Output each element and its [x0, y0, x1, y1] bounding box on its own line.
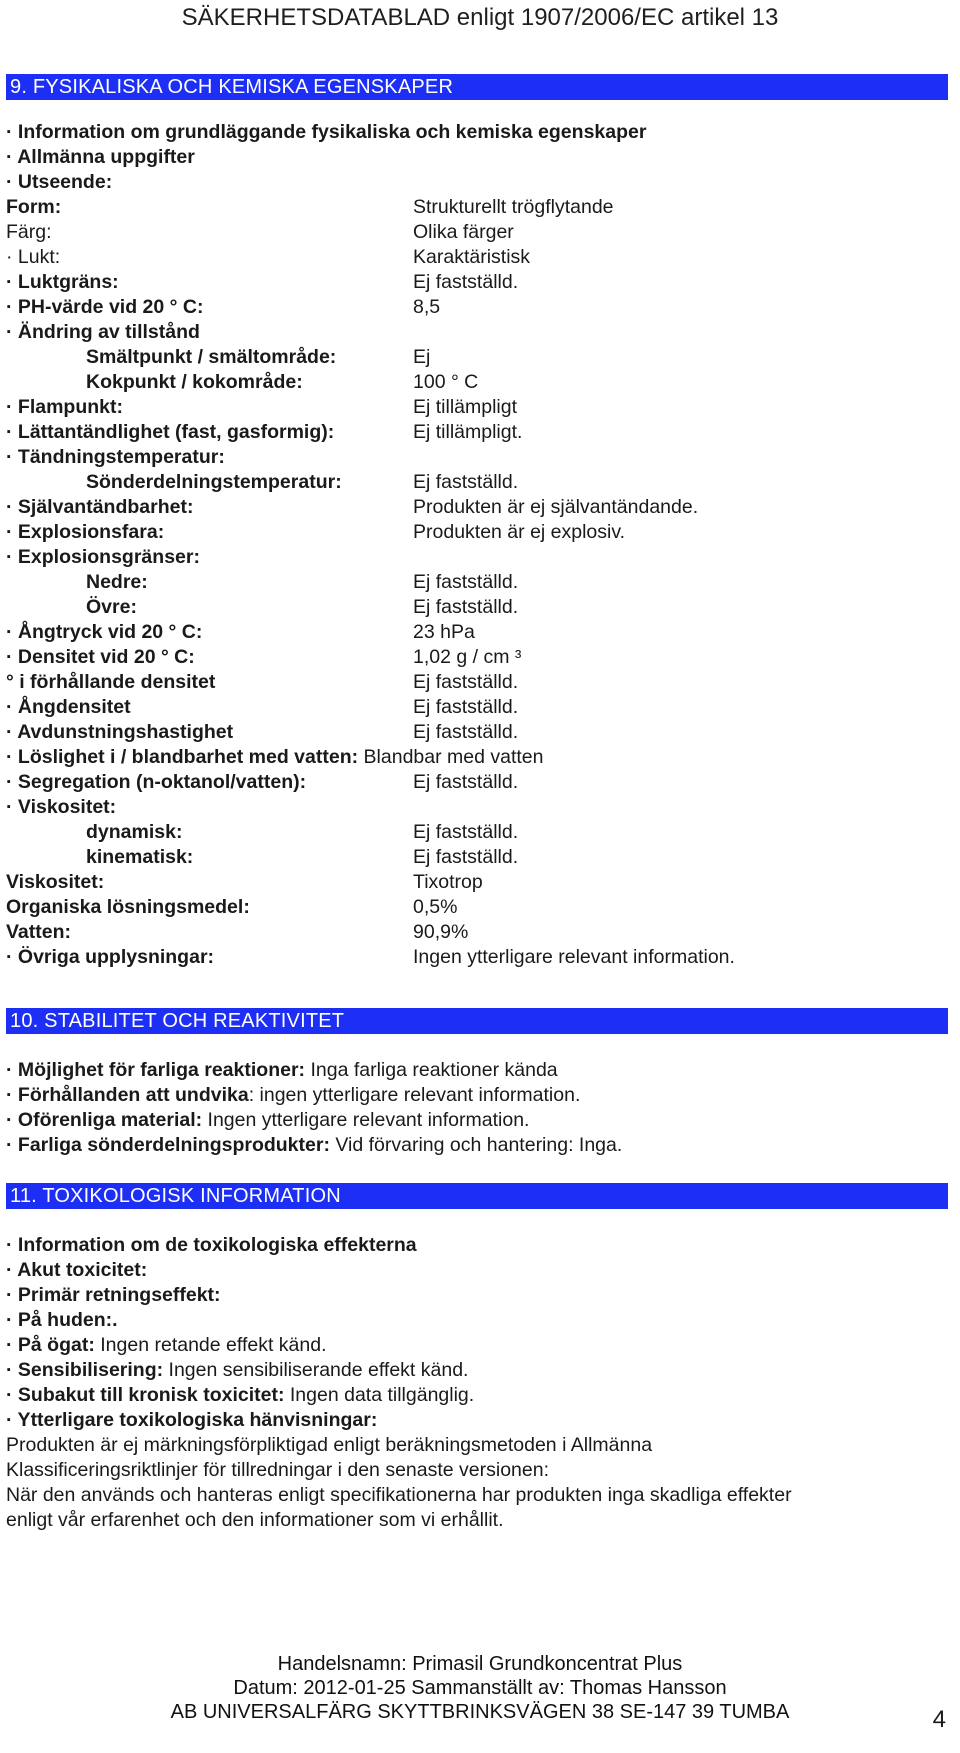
property-value: Ingen ytterligare relevant information.: [207, 1109, 530, 1131]
property-label: Vatten:: [6, 921, 72, 943]
section-10-header: 10. STABILITET OCH REAKTIVITET: [6, 1008, 948, 1034]
property-label: · Ångdensitet: [6, 696, 131, 718]
property-label: · Tändningstemperatur:: [6, 446, 225, 468]
property-row: [6, 495, 946, 520]
property-value: Ej fastställd.: [413, 471, 519, 493]
property-value: Ej fastställd.: [413, 571, 519, 593]
property-value: Ej fastställd.: [413, 671, 519, 693]
property-row: [6, 895, 946, 920]
property-label: · Explosionsgränser:: [6, 546, 200, 568]
property-value: Inga farliga reaktioner kända: [310, 1059, 558, 1081]
property-row: [6, 1258, 946, 1283]
property-row: [6, 670, 946, 695]
paragraph-line: enligt vår erfarenhet och den informationer som vi erhållit.: [6, 1509, 504, 1531]
property-label: · Viskositet:: [6, 796, 117, 818]
property-value: Olika färger: [413, 221, 514, 243]
property-row: [6, 345, 946, 370]
property-value: Produkten är ej självantändande.: [413, 496, 699, 518]
property-value: Vid förvaring och hantering: Inga.: [335, 1134, 623, 1156]
property-row: [6, 195, 946, 220]
property-row: [6, 1133, 946, 1158]
property-label: Viskositet:: [6, 871, 105, 893]
property-label: · Utseende:: [6, 171, 113, 193]
property-label: · Subakut till kronisk toxicitet:: [6, 1384, 285, 1406]
property-label: · Självantändbarhet:: [6, 496, 194, 518]
property-row: [6, 120, 946, 145]
footer: [0, 1652, 960, 1724]
property-label: Sönderdelningstemperatur:: [86, 471, 342, 493]
property-label: · Flampunkt:: [6, 396, 123, 418]
property-row: [6, 645, 946, 670]
section-9-body: [6, 120, 946, 970]
property-label: · På huden:.: [6, 1309, 118, 1331]
property-row: [6, 420, 946, 445]
section-10-body: [6, 1058, 946, 1158]
page-title: SÄKERHETSDATABLAD enligt 1907/2006/EC artikel 13: [181, 4, 779, 31]
property-label: Organiska lösningsmedel:: [6, 896, 250, 918]
property-value: Tixotrop: [413, 871, 483, 893]
property-label: · Möjlighet för farliga reaktioner:: [6, 1059, 306, 1081]
property-row: [6, 295, 946, 320]
property-row: [6, 470, 946, 495]
property-label: · Information om grundläggande fysikaliska och kemiska egenskaper: [6, 121, 647, 143]
property-row: [6, 770, 946, 795]
property-row: [6, 270, 946, 295]
property-label: · Löslighet i / blandbarhet med vatten:: [6, 746, 359, 768]
property-value: 8,5: [413, 296, 441, 318]
property-label: · Information om de toxikologiska effekterna: [6, 1234, 417, 1256]
property-label: · Ångtryck vid 20 ° C:: [6, 621, 203, 643]
property-label: · Segregation (n-oktanol/vatten):: [6, 771, 307, 793]
section-11-header: 11. TOXIKOLOGISK INFORMATION: [6, 1183, 948, 1209]
property-label: · Primär retningseffekt:: [6, 1284, 221, 1306]
property-label: · Akut toxicitet:: [6, 1259, 148, 1281]
property-label: · Sensibilisering:: [6, 1359, 164, 1381]
property-row: [6, 1058, 946, 1083]
property-row: [6, 595, 946, 620]
property-row: [6, 320, 946, 345]
property-value: Strukturellt trögflytande: [413, 196, 614, 218]
property-value: Ej fastställd.: [413, 271, 519, 293]
paragraph-line: Produkten är ej märkningsförpliktigad enligt beräkningsmetoden i Allmänna: [6, 1434, 653, 1456]
property-label: kinematisk:: [86, 846, 194, 868]
property-value: Ej fastställd.: [413, 696, 519, 718]
property-row: [6, 795, 946, 820]
property-label: · Luktgräns:: [6, 271, 119, 293]
property-row: [6, 395, 946, 420]
property-row: [6, 145, 946, 170]
property-value: Ej fastställd.: [413, 821, 519, 843]
property-value: Karaktäristisk: [413, 246, 531, 268]
property-label: Nedre:: [86, 571, 148, 593]
property-row: [6, 1308, 946, 1333]
property-label: · Avdunstningshastighet: [6, 721, 234, 743]
property-label: · PH-värde vid 20 ° C:: [6, 296, 204, 318]
property-value: Ej fastställd.: [413, 721, 519, 743]
property-row: [6, 445, 946, 470]
property-row: [6, 1233, 946, 1258]
property-label: · Farliga sönderdelningsprodukter:: [6, 1134, 330, 1156]
property-row: [6, 945, 946, 970]
footer-company-address: AB UNIVERSALFÄRG SKYTTBRINKSVÄGEN 38 SE-147 39 TUMBA: [170, 1701, 790, 1723]
footer-date-author: Datum: 2012-01-25 Sammanställt av: Thomas Hansson: [233, 1677, 727, 1699]
page-number: 4: [932, 1706, 946, 1733]
property-label: · Ändring av tillstånd: [6, 321, 200, 343]
property-label: Smältpunkt / smältområde:: [86, 346, 337, 368]
property-value: Ej fastställd.: [413, 771, 519, 793]
property-value: Ingen retande effekt känd.: [100, 1334, 327, 1356]
property-row: [6, 720, 946, 745]
property-row: [6, 920, 946, 945]
section-11-body: [6, 1233, 946, 1533]
property-row: [6, 1358, 946, 1383]
property-value: Ingen data tillgänglig.: [289, 1384, 475, 1406]
property-label: · Oförenliga material:: [6, 1109, 203, 1131]
property-value: Ej tillämpligt.: [413, 421, 523, 443]
property-row: [6, 520, 946, 545]
property-row: [6, 1383, 946, 1408]
property-value: Ingen sensibiliserande effekt känd.: [168, 1359, 469, 1381]
property-row: [6, 1333, 946, 1358]
property-value: 23 hPa: [413, 621, 475, 643]
property-value: Ej fastställd.: [413, 846, 519, 868]
property-value: 90,9%: [413, 921, 469, 943]
property-label: · Ytterligare toxikologiska hänvisningar:: [6, 1409, 378, 1431]
property-row: [6, 370, 946, 395]
property-row: [6, 245, 946, 270]
section-9-header: 9. FYSIKALISKA OCH KEMISKA EGENSKAPER: [6, 74, 948, 100]
property-row: [6, 695, 946, 720]
property-label: ° i förhållande densitet: [6, 671, 216, 693]
paragraph-line: När den används och hanteras enligt specifikationerna har produkten inga skadliga effekter: [6, 1484, 792, 1506]
property-row: [6, 1283, 946, 1308]
property-label: Övre:: [86, 596, 137, 618]
property-label: · Förhållanden att undvika: [6, 1084, 249, 1106]
property-label: dynamisk:: [86, 821, 183, 843]
property-row: [6, 745, 946, 770]
property-row: [6, 620, 946, 645]
paragraph-line: Klassificeringsriktlinjer för tillredningar i den senaste versionen:: [6, 1459, 550, 1481]
property-row: [6, 1108, 946, 1133]
property-value: Produkten är ej explosiv.: [413, 521, 626, 543]
property-value: Ingen ytterligare relevant information.: [413, 946, 735, 968]
property-label: Form:: [6, 196, 62, 218]
property-row: [6, 170, 946, 195]
property-label: · Allmänna uppgifter: [6, 146, 195, 168]
property-row: [6, 545, 946, 570]
property-row: [6, 845, 946, 870]
property-value: Ej fastställd.: [413, 596, 519, 618]
property-label: Färg:: [6, 221, 52, 243]
property-row: [6, 1083, 946, 1108]
property-value: Ej: [413, 346, 431, 368]
property-value: 100 ° C: [413, 371, 479, 393]
property-value: Blandbar med vatten: [363, 746, 544, 768]
property-row: [6, 820, 946, 845]
property-value: : ingen ytterligare relevant information.: [248, 1084, 581, 1106]
property-label: · Densitet vid 20 ° C:: [6, 646, 195, 668]
footer-trade-name: Handelsnamn: Primasil Grundkoncentrat Plus: [277, 1653, 683, 1675]
property-value: 1,02 g / cm ³: [413, 646, 522, 668]
property-label: · Explosionsfara:: [6, 521, 165, 543]
property-value: 0,5%: [413, 896, 458, 918]
property-row: [6, 220, 946, 245]
property-label: · På ögat:: [6, 1334, 95, 1356]
property-label: · Lättantändlighet (fast, gasformig):: [6, 421, 335, 443]
property-value: Ej tillämpligt: [413, 396, 518, 418]
property-row: [6, 1408, 946, 1433]
property-label: · Lukt:: [6, 246, 61, 268]
property-label: Kokpunkt / kokområde:: [86, 371, 303, 393]
property-label: · Övriga upplysningar:: [6, 946, 215, 968]
property-row: [6, 870, 946, 895]
property-row: [6, 570, 946, 595]
